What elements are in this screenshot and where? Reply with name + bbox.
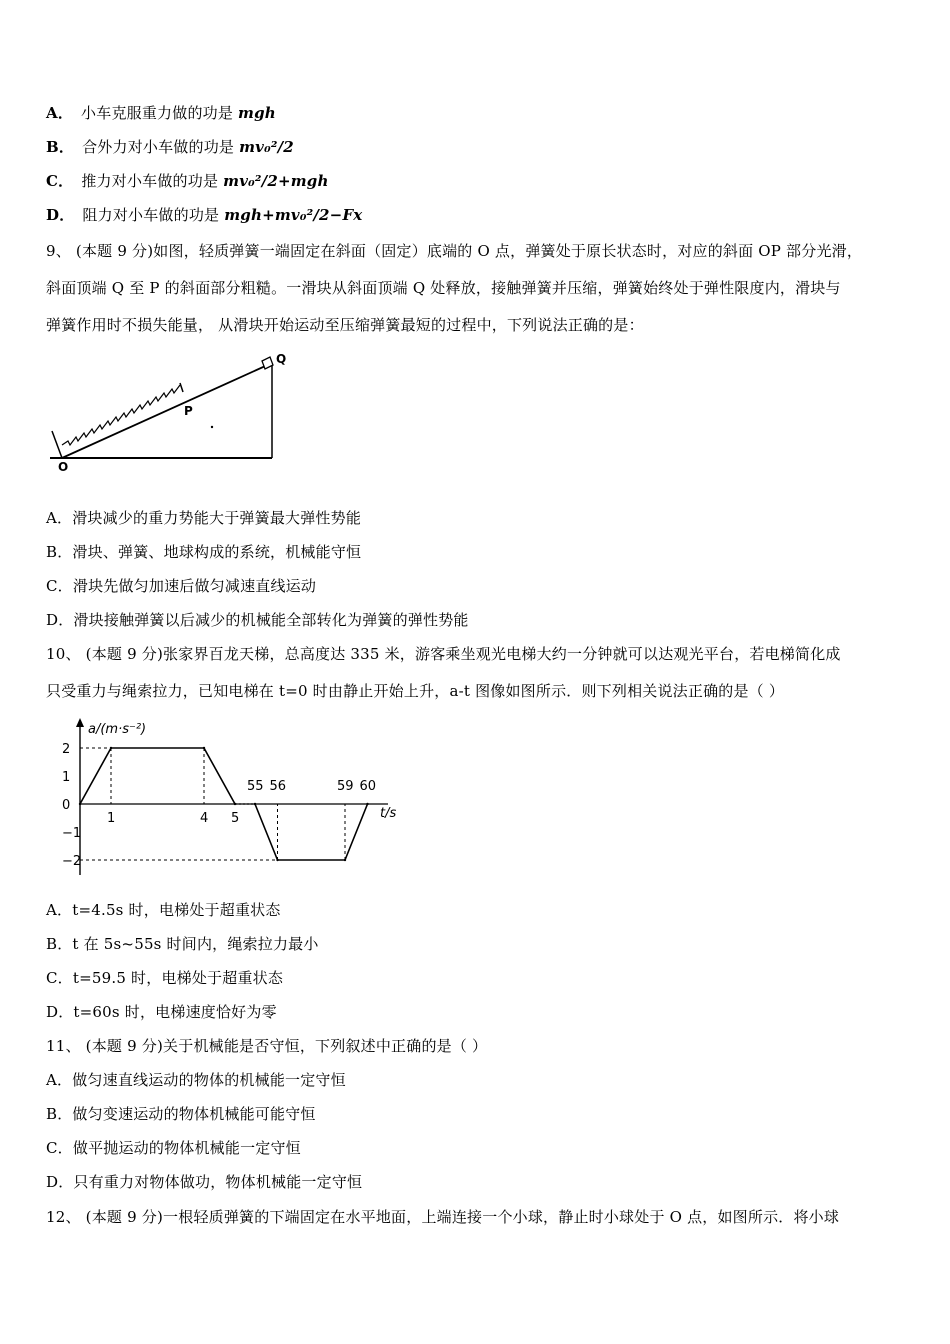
- x-tick-label: 60: [359, 779, 377, 794]
- q10-option-b: B．t 在 5s~55s 时间内，绳索拉力最小: [46, 935, 319, 953]
- data-point-5: [276, 859, 278, 861]
- q9-stem-line-2: 斜面顶端 Q 至 P 的斜面部分粗糙。一滑块从斜面顶端 Q 处释放，接触弹簧并压缩，弹簧始终处于弹性限度内，滑块与: [46, 279, 841, 297]
- data-point-0: [79, 803, 81, 805]
- q9-option-d: D．滑块接触弹簧以后减少的机械能全部转化为弹簧的弹性势能: [46, 611, 469, 629]
- q10-stem-line-2: 只受重力与绳索拉力，已知电梯在 t=0 时由静止开始上升，a-t 图像如图所示．则下列相关说法正确的是（ ）: [46, 682, 785, 700]
- q10-option-a: A．t=4.5s 时，电梯处于超重状态: [46, 901, 281, 919]
- data-point-1: [110, 747, 112, 749]
- x-tick-label: 4: [200, 811, 209, 826]
- y-tick-label: 2: [62, 742, 71, 757]
- q11-option-d: D．只有重力对物体做功，物体机械能一定守恒: [46, 1173, 363, 1191]
- q9-option-c: C．滑块先做匀加速后做匀减速直线运动: [46, 577, 317, 595]
- q11-option-a: A．做匀速直线运动的物体的机械能一定守恒: [46, 1071, 346, 1089]
- label-q: Q: [276, 352, 287, 366]
- y-axis-arrow: [76, 718, 84, 727]
- q10-option-d: D．t=60s 时，电梯速度恰好为零: [46, 1003, 277, 1021]
- q8-option-b: B． 合外力对小车做的功是 mv₀²/2: [46, 138, 294, 156]
- series-line-decelerate: [255, 804, 368, 860]
- y-tick-label: 0: [62, 798, 71, 813]
- x-axis-label: t/s: [380, 806, 397, 821]
- a-t-chart: [40, 715, 420, 885]
- q11-option-b: B．做匀变速运动的物体机械能可能守恒: [46, 1105, 316, 1123]
- x-tick-label: 59: [337, 779, 354, 794]
- dot-mark: [211, 426, 213, 428]
- data-point-2: [203, 747, 205, 749]
- y-tick-label: −2: [62, 854, 82, 869]
- q8-option-c: C． 推力对小车做的功是 mv₀²/2+mgh: [46, 172, 329, 190]
- q11-option-c: C．做平抛运动的物体机械能一定守恒: [46, 1139, 301, 1157]
- q10-stem-line-1: 10、 (本题 9 分)张家界百龙天梯，总高度达 335 米，游客乘坐观光电梯大约一分钟就可以达观光平台，若电梯简化成: [46, 645, 841, 663]
- incline-slope: [62, 363, 272, 458]
- q9-stem-line-3: 弹簧作用时不损失能量， 从滑块开始运动至压缩弹簧最短的过程中，下列说法正确的是：: [46, 316, 644, 334]
- q11-stem: 11、 (本题 9 分)关于机械能是否守恒，下列叙述中正确的是（ ）: [46, 1037, 488, 1055]
- x-tick-label: 55: [247, 779, 264, 794]
- y-tick-label: 1: [62, 770, 71, 785]
- spring-coil: [62, 385, 180, 445]
- q8-option-d: D． 阻力对小车做的功是 mgh+mv₀²/2−Fx: [46, 206, 363, 224]
- incline-spring-figure: [40, 345, 300, 480]
- q12-stem: 12、 (本题 9 分)一根轻质弹簧的下端固定在水平地面，上端连接一个小球，静止时小球处于 O 点，如图所示．将小球: [46, 1208, 840, 1226]
- x-tick-label: 56: [269, 779, 287, 794]
- x-tick-label: 5: [231, 811, 240, 826]
- chart-tick-labels: [62, 742, 376, 869]
- data-point-6: [344, 859, 346, 861]
- data-point-7: [366, 803, 368, 805]
- y-axis-label: a/(m·s⁻²): [88, 722, 147, 737]
- q9-stem-line-1: 9、 (本题 9 分)如图，轻质弹簧一端固定在斜面（固定）底端的 O 点，弹簧处于原长状态时，对应的斜面 OP 部分光滑，: [46, 242, 863, 260]
- label-p: P: [184, 404, 193, 418]
- q9-option-a: A．滑块减少的重力势能大于弹簧最大弹性势能: [46, 509, 362, 527]
- series-line-accelerate: [80, 748, 235, 804]
- spring-wall: [52, 431, 62, 458]
- spring-end: [180, 383, 183, 392]
- y-tick-label: −1: [62, 826, 82, 841]
- q8-option-a: A． 小车克服重力做的功是 mgh: [46, 104, 276, 122]
- q9-option-b: B．滑块、弹簧、地球构成的系统，机械能守恒: [46, 543, 362, 561]
- q10-option-c: C．t=59.5 时，电梯处于超重状态: [46, 969, 284, 987]
- data-point-3: [234, 803, 236, 805]
- x-tick-label: 1: [107, 811, 116, 826]
- data-point-4: [254, 803, 256, 805]
- label-o: O: [58, 460, 69, 474]
